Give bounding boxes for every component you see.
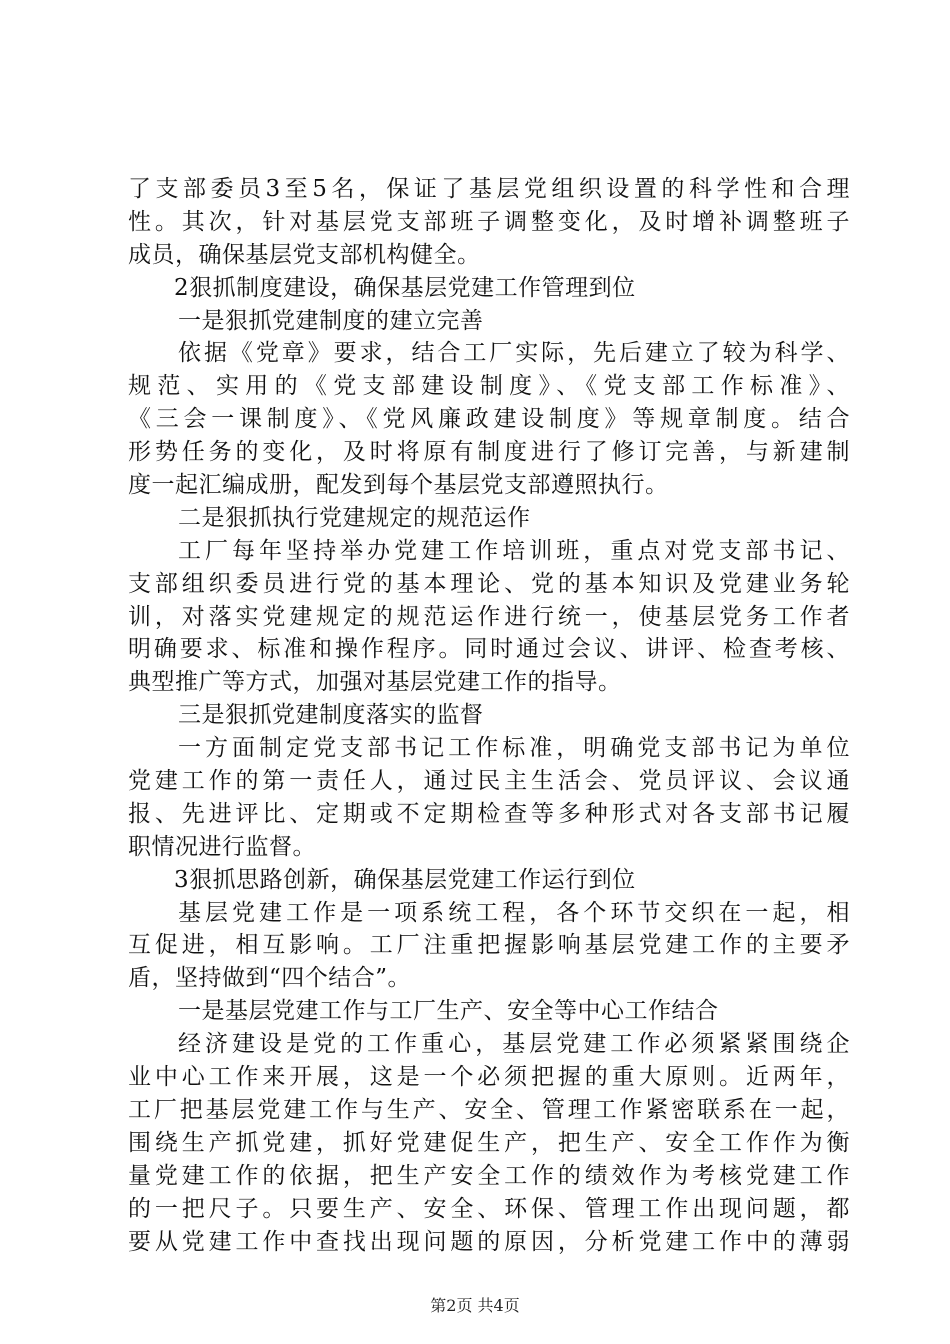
text-line: 度一起汇编成册，配发到每个基层党支部遵照执行。 xyxy=(128,472,669,499)
text-line: 报、先进评比、定期或不定期检查等多种形式对各支部书记履 xyxy=(128,800,850,827)
text-line: 工厂每年坚持举办党建工作培训班，重点对党支部书记、 xyxy=(178,537,850,564)
text-line: 基层党建工作是一项系统工程，各个环节交织在一起，相 xyxy=(178,899,850,926)
subsection-heading: 二是狠抓执行党建规定的规范运作 xyxy=(178,504,531,531)
text-line: 了支部委员3至5名，保证了基层党组织设置的科学性和合理 xyxy=(128,176,850,202)
text-line: 量党建工作的依据，把生产安全工作的绩效作为考核党建工作 xyxy=(128,1162,850,1189)
text-line: 性。其次，针对基层党支部班子调整变化，及时增补调整班子 xyxy=(128,208,850,235)
section-heading: 2狠抓制度建设，确保基层党建工作管理到位 xyxy=(174,274,636,301)
text-line: 业中心工作来开展，这是一个必须把握的重大原则。近两年， xyxy=(128,1064,850,1091)
page-footer: 第2页 共4页 xyxy=(430,1296,520,1315)
text-line: 成员，确保基层党支部机构健全。 xyxy=(128,241,481,268)
text-line: 一方面制定党支部书记工作标准，明确党支部书记为单位 xyxy=(178,735,850,762)
text-line: 盾，坚持做到“四个结合”。 xyxy=(128,965,412,992)
text-line: 工厂把基层党建工作与生产、安全、管理工作紧密联系在一起， xyxy=(128,1096,850,1123)
text-line: 围绕生产抓党建，抓好党建促生产，把生产、安全工作作为衡 xyxy=(128,1129,850,1156)
text-line: 的一把尺子。只要生产、安全、环保、管理工作出现问题，都 xyxy=(128,1195,850,1222)
text-line: 互促进，相互影响。工厂注重把握影响基层党建工作的主要矛 xyxy=(128,932,850,959)
text-line: 支部组织委员进行党的基本理论、党的基本知识及党建业务轮 xyxy=(128,570,850,597)
text-line: 依据《党章》要求，结合工厂实际，先后建立了较为科学、 xyxy=(178,340,850,367)
text-line: 典型推广等方式，加强对基层党建工作的指导。 xyxy=(128,669,622,696)
text-line: 党建工作的第一责任人，通过民主生活会、党员评议、会议通 xyxy=(128,768,850,795)
text-line: 规范、实用的《党支部建设制度》、《党支部工作标准》、 xyxy=(128,373,850,400)
text-line: 形势任务的变化，及时将原有制度进行了修订完善，与新建制 xyxy=(128,439,850,466)
section-heading: 3狠抓思路创新，确保基层党建工作运行到位 xyxy=(174,866,636,893)
text-line: 《三会一课制度》、《党风廉政建设制度》等规章制度。结合 xyxy=(128,406,850,433)
text-line: 职情况进行监督。 xyxy=(128,833,316,860)
subsection-heading: 一是狠抓党建制度的建立完善 xyxy=(178,307,484,334)
text-line: 要从党建工作中查找出现问题的原因，分析党建工作中的薄弱 xyxy=(128,1228,850,1255)
text-line: 训，对落实党建规定的规范运作进行统一，使基层党务工作者 xyxy=(128,603,850,630)
text-line: 明确要求、标准和操作程序。同时通过会议、讲评、检查考核、 xyxy=(128,636,850,663)
text-line: 经济建设是党的工作重心，基层党建工作必须紧紧围绕企 xyxy=(178,1031,850,1058)
subsection-heading: 三是狠抓党建制度落实的监督 xyxy=(178,702,484,729)
subsection-heading: 一是基层党建工作与工厂生产、安全等中心工作结合 xyxy=(178,998,719,1025)
document-body xyxy=(128,173,850,1258)
